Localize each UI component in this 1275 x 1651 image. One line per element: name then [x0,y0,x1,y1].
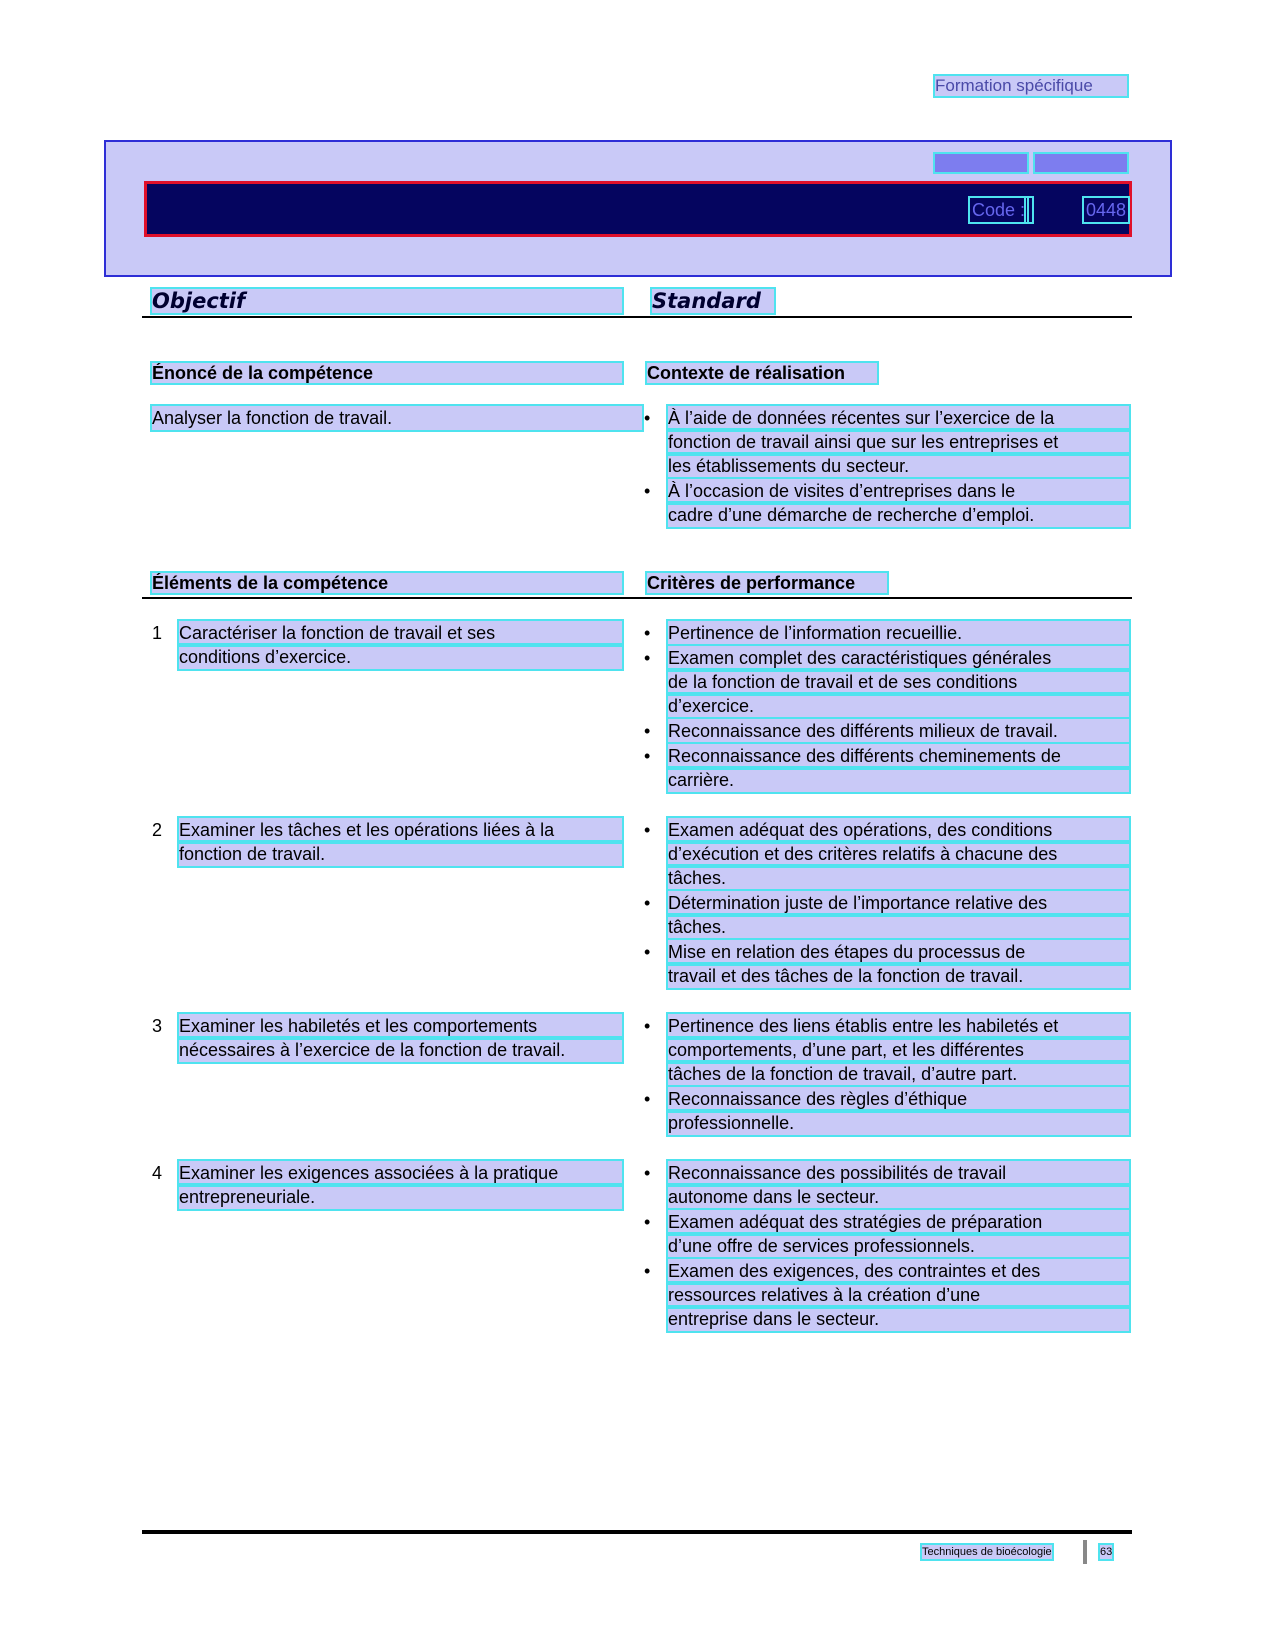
bullet-line: entreprise dans le secteur. [668,1307,1129,1331]
bullet-icon: • [644,648,651,668]
bullet-line: travail et des tâches de la fonction de travail. [668,964,1129,988]
criteres-heading: Critères de performance [647,573,887,593]
bullet-icon: • [644,721,651,741]
enonce-text: Analyser la fonction de travail. [152,406,642,430]
list-item [644,1161,1129,1209]
header-placeholder-bar [935,154,1027,172]
bullet-line: tâches. [668,915,1129,939]
list-item [644,621,1129,645]
bullet-line: fonction de travail ainsi que sur les entreprises et [668,430,1129,454]
criteres-list-1 [644,621,1129,793]
bullet-icon: • [644,1016,651,1036]
bullet-line: cadre d’une démarche de recherche d’emploi. [668,503,1129,527]
objectif-heading: Objectif [152,289,622,313]
bullet-line: de la fonction de travail et de ses conditions [668,670,1129,694]
element-number: 1 [152,623,163,643]
header-placeholder-bar [1035,154,1127,172]
list-item [644,1259,1129,1331]
bullet-icon: • [644,942,651,962]
section-rule [142,597,1132,599]
criteres-list-3 [644,1014,1129,1136]
bullet-icon: • [644,408,651,428]
list-item [644,744,1129,792]
bullet-icon: • [644,623,651,643]
bullet-line: À l’occasion de visites d’entreprises dans le [668,479,1129,503]
bullet-line: Pertinence de l’information recueillie. [668,621,1129,645]
list-item [644,1087,1129,1135]
code-value: 0448 [1085,200,1126,220]
element-line: Caractériser la fonction de travail et ses [179,621,622,645]
element-number: 3 [152,1016,163,1036]
bullet-icon: • [644,893,651,913]
bullet-line: Reconnaissance des règles d’éthique [668,1087,1129,1111]
page-number: 63 [1100,1546,1113,1558]
list-item [644,479,1129,527]
element-line: fonction de travail. [179,842,622,866]
element-line: Examiner les exigences associées à la pratique [179,1161,622,1185]
bullet-line: comportements, d’une part, et les différentes [668,1038,1129,1062]
bullet-icon: • [644,746,651,766]
list-item [644,646,1129,718]
element-line: entrepreneuriale. [179,1185,622,1209]
element-number: 4 [152,1163,163,1183]
bullet-line: Examen complet des caractéristiques générales [668,646,1129,670]
bullet-icon: • [644,1163,651,1183]
bullet-line: ressources relatives à la création d’une [668,1283,1129,1307]
footer-separator [1083,1540,1087,1564]
standard-heading: Standard [652,289,774,313]
enonce-heading: Énoncé de la compétence [152,363,622,383]
bullet-icon: • [644,481,651,501]
footer-rule [142,1530,1132,1534]
code-separator [1026,198,1032,222]
bullet-line: Examen des exigences, des contraintes et des [668,1259,1129,1283]
bullet-icon: • [644,820,651,840]
elements-heading: Éléments de la compétence [152,573,622,593]
bullet-icon: • [644,1089,651,1109]
criteres-list-2 [644,818,1129,989]
list-item [644,719,1129,743]
list-item [644,891,1129,939]
list-item [644,940,1129,988]
bullet-line: d’exécution et des critères relatifs à chacune des [668,842,1129,866]
bullet-line: Reconnaissance des différents milieux de travail. [668,719,1129,743]
code-label: Code : [972,200,1026,220]
bullet-line: d’exercice. [668,694,1129,718]
bullet-line: d’une offre de services professionnels. [668,1234,1129,1258]
list-item [644,1210,1129,1258]
bullet-line: professionnelle. [668,1111,1129,1135]
element-line: Examiner les habiletés et les comportements [179,1014,622,1038]
bullet-line: Détermination juste de l’importance relative des [668,891,1129,915]
bullet-line: Examen adéquat des opérations, des conditions [668,818,1129,842]
heading-rule [142,316,1132,318]
footer-program: Techniques de bioécologie [922,1546,1052,1558]
bullet-line: Pertinence des liens établis entre les habiletés et [668,1014,1129,1038]
element-line: conditions d’exercice. [179,645,622,669]
bullet-line: Examen adéquat des stratégies de préparation [668,1210,1129,1234]
bullet-line: les établissements du secteur. [668,454,1129,478]
formation-label: Formation spécifique [935,76,1127,96]
contexte-heading: Contexte de réalisation [647,363,877,383]
bullet-line: autonome dans le secteur. [668,1185,1129,1209]
bullet-line: Reconnaissance des possibilités de travail [668,1161,1129,1185]
competency-code [970,198,1128,222]
bullet-line: À l’aide de données récentes sur l’exercice de la [668,406,1129,430]
list-item [644,1014,1129,1086]
bullet-line: tâches de la fonction de travail, d’autre part. [668,1062,1129,1086]
element-number: 2 [152,820,163,840]
bullet-line: Mise en relation des étapes du processus de [668,940,1129,964]
element-line: nécessaires à l’exercice de la fonction de travail. [179,1038,622,1062]
bullet-line: tâches. [668,866,1129,890]
list-item [644,406,1129,478]
criteres-list-4 [644,1161,1129,1332]
bullet-icon: • [644,1212,651,1232]
bullet-line: Reconnaissance des différents cheminements de [668,744,1129,768]
bullet-line: carrière. [668,768,1129,792]
list-item [644,818,1129,890]
contexte-list [644,406,1129,528]
element-line: Examiner les tâches et les opérations liées à la [179,818,622,842]
bullet-icon: • [644,1261,651,1281]
